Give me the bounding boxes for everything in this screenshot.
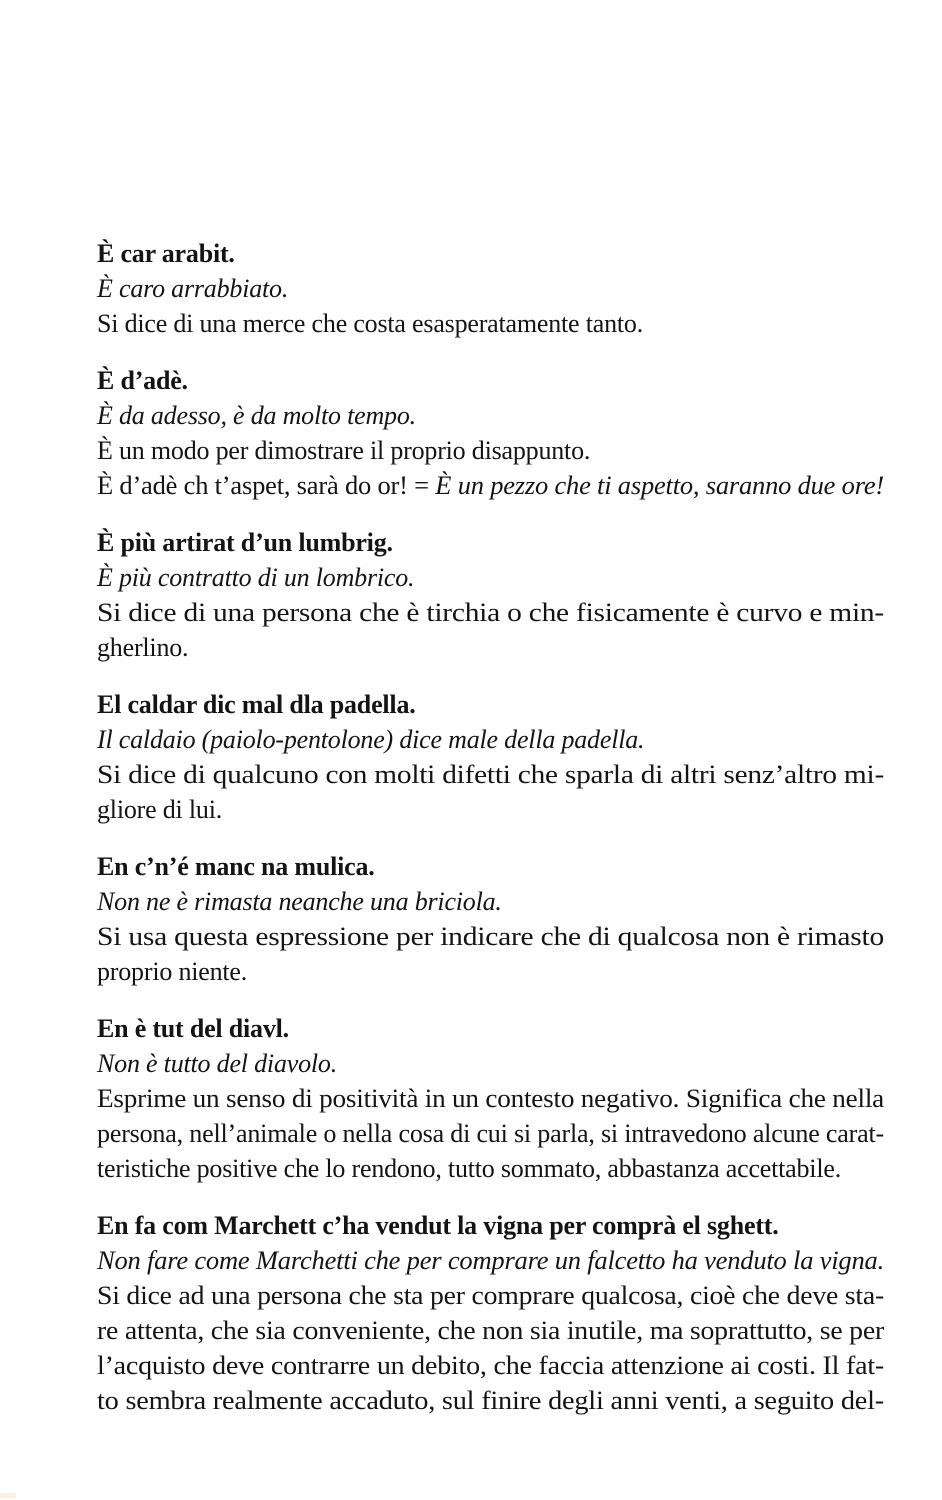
explanation-line	[97, 1313, 884, 1348]
line-text	[97, 468, 884, 503]
dialect-text: En fa com Marchett c’ha vendut la vigna per comprà el sghett.	[97, 1211, 779, 1240]
example-line	[97, 468, 884, 503]
italian-text: Non è tutto del diavolo.	[97, 1049, 338, 1078]
explanation-line	[97, 433, 884, 468]
dictionary-entry	[97, 1011, 884, 1186]
headword-line	[97, 236, 884, 271]
line-text	[97, 1011, 289, 1046]
italian-text: È caro arrabbiato.	[97, 274, 289, 303]
line-text	[97, 306, 643, 341]
explanation-line	[97, 757, 884, 792]
line-text	[97, 792, 222, 827]
explanation-line	[97, 1116, 884, 1151]
explanation-line	[97, 1278, 884, 1313]
line-text	[97, 1348, 884, 1383]
line-text	[97, 954, 247, 989]
explanation-line	[97, 1383, 884, 1418]
explanation-line	[97, 1151, 884, 1186]
explanation-text: teristiche positive che lo rendono, tutto sommato, abbastanza accettabile.	[97, 1154, 841, 1183]
explanation-text: È d’adè ch t’aspet, sarà do or! =	[97, 471, 436, 500]
italian-text: Il caldaio (paiolo-pentolone) dice male della padella.	[97, 725, 645, 754]
line-text	[97, 630, 188, 665]
explanation-text: Si dice di qualcuno con molti difetti che sparla di altri senz’altro mi-	[97, 760, 884, 789]
translation-line	[97, 398, 884, 433]
explanation-text: re attenta, che sia conveniente, che non sia inutile, ma soprattutto, se per	[97, 1316, 884, 1345]
explanation-text: Si dice ad una persona che sta per comprare qualcosa, cioè che deve sta-	[97, 1281, 885, 1310]
translation-line	[97, 1046, 884, 1081]
dictionary-entries	[97, 236, 884, 1440]
explanation-text: È un modo per dimostrare il proprio disappunto.	[97, 436, 591, 465]
headword-line	[97, 849, 884, 884]
explanation-text: gherlino.	[97, 633, 189, 662]
headword-line	[97, 1011, 884, 1046]
explanation-text: Si dice di una persona che è tirchia o che fisicamente è curvo e min-	[97, 598, 884, 627]
line-text	[97, 1278, 884, 1313]
line-text	[97, 271, 288, 306]
dialect-text: È più artirat d’un lumbrig.	[97, 528, 393, 557]
italian-text: È da adesso, è da molto tempo.	[97, 401, 416, 430]
line-text	[97, 919, 884, 954]
explanation-text: gliore di lui.	[97, 795, 223, 824]
dialect-text: El caldar dic mal dla padella.	[97, 690, 416, 719]
line-text	[97, 687, 416, 722]
explanation-line	[97, 306, 884, 341]
translation-line	[97, 1243, 884, 1278]
translation-line	[97, 560, 884, 595]
line-text	[97, 236, 235, 271]
line-text	[97, 398, 416, 433]
explanation-text: Esprime un senso di positività in un contesto negativo. Significa che nella	[97, 1084, 884, 1113]
explanation-line	[97, 792, 884, 827]
line-text	[97, 433, 590, 468]
line-text	[97, 1046, 337, 1081]
explanation-line	[97, 954, 884, 989]
dictionary-entry	[97, 849, 884, 989]
headword-line	[97, 1208, 884, 1243]
italian-text: È più contratto di un lombrico.	[97, 563, 415, 592]
explanation-line	[97, 1081, 884, 1116]
line-text	[97, 525, 393, 560]
dictionary-entry	[97, 363, 884, 503]
explanation-line	[97, 1348, 884, 1383]
headword-line	[97, 525, 884, 560]
line-text	[97, 1081, 884, 1116]
line-text	[97, 722, 644, 757]
explanation-line	[97, 630, 884, 665]
headword-line	[97, 363, 884, 398]
line-text	[97, 560, 414, 595]
explanation-text: proprio niente.	[97, 957, 248, 986]
dialect-text: È d’adè.	[97, 366, 188, 395]
line-text	[97, 1116, 884, 1151]
dialect-text: En è tut del diavl.	[97, 1014, 289, 1043]
line-text	[97, 595, 884, 630]
line-text	[97, 1383, 884, 1418]
italian-text: Non ne è rimasta neanche una briciola.	[97, 887, 502, 916]
scan-artifact	[0, 1493, 16, 1498]
explanation-line	[97, 919, 884, 954]
dictionary-entry	[97, 687, 884, 827]
explanation-text: persona, nell’animale o nella cosa di cui si parla, si intravedono alcune carat-	[97, 1119, 884, 1148]
explanation-text: to sembra realmente accaduto, sul finire degli anni venti, a seguito del-	[97, 1386, 884, 1415]
line-text	[97, 757, 884, 792]
translation-line	[97, 271, 884, 306]
translation-line	[97, 722, 884, 757]
line-text	[97, 884, 502, 919]
italian-text: Non fare come Marchetti che per comprare un falcetto ha venduto la vigna.	[97, 1246, 884, 1275]
line-text	[97, 1208, 779, 1243]
explanation-text: Si usa questa espressione per indicare che di qualcosa non è rimasto	[97, 922, 884, 951]
dictionary-entry	[97, 525, 884, 665]
dictionary-entry	[97, 236, 884, 341]
headword-line	[97, 687, 884, 722]
dialect-text: È car arabit.	[97, 239, 235, 268]
dialect-text: En c’n’é manc na mulica.	[97, 852, 375, 881]
line-text	[97, 1151, 841, 1186]
translation-line	[97, 884, 884, 919]
line-text	[97, 1313, 884, 1348]
line-text	[97, 363, 188, 398]
line-text	[97, 849, 375, 884]
italian-text: È un pezzo che ti aspetto, saranno due ore!	[435, 471, 884, 500]
explanation-line	[97, 595, 884, 630]
explanation-text: Si dice di una merce che costa esasperatamente tanto.	[97, 309, 643, 338]
explanation-text: l’acquisto deve contrarre un debito, che faccia attenzione ai costi. Il fat-	[97, 1351, 884, 1380]
line-text	[97, 1243, 884, 1278]
dictionary-entry	[97, 1208, 884, 1418]
